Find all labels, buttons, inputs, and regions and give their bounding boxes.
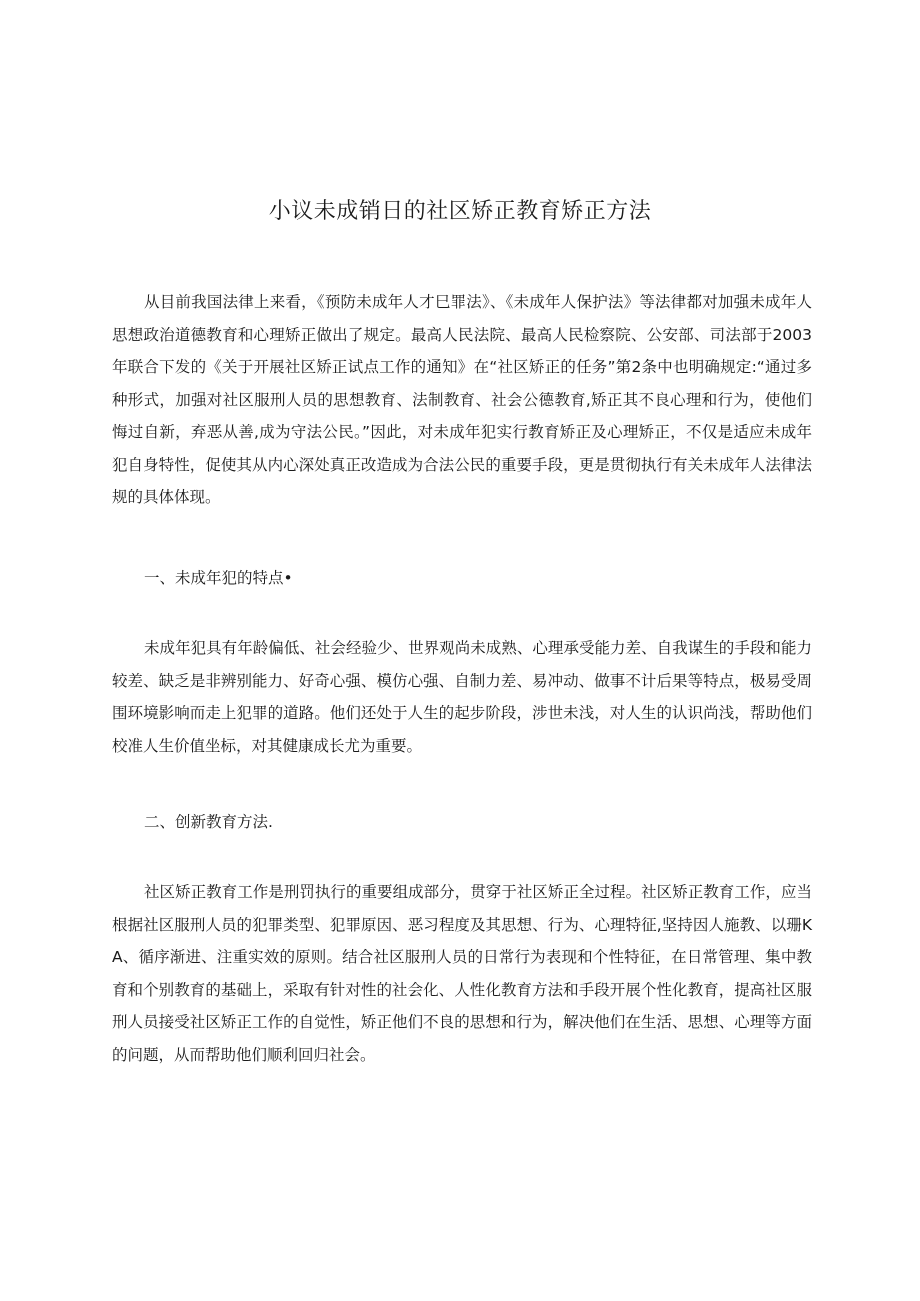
section-2-paragraph: 社区矫正教育工作是刑罚执行的重要组成部分，贯穿于社区矫正全过程。社区矫正教育工作，应当根据社区服刑人员的犯罪类型、犯罪原因、恶习程度及其思想、行为、心理特征,坚持因人施教、以珊KA、循序渐进、注重实效的原则。结合社区服刑人员的日常行为表现和个性特征，在日常管理、集中教育和个别教育的基础上，采取有针对性的社会化、人性化教育方法和手段开展个性化教育，提高社区服刑人员接受社区矫正工作的自觉性，矫正他们不良的思想和行为，解决他们在生活、思想、心理等方面的问题，从而帮助他们顺利回归社会。 bbox=[112, 883, 812, 1064]
section-1-heading: 一、未成年犯的特点• bbox=[144, 569, 293, 587]
document-title: 小议未成销日的社区矫正教育矫正方法 bbox=[268, 199, 652, 224]
section-2-heading: 二、创新教育方法. bbox=[144, 813, 273, 831]
section-1-paragraph: 未成年犯具有年龄偏低、社会经验少、世界观尚未成熟、心理承受能力差、自我谋生的手段和能力较差、缺乏是非辨别能力、好奇心强、模仿心强、自制力差、易冲动、做事不计后果等特点，极易受周围环境影响而走上犯罪的道路。他们还处于人生的起步阶段，涉世未浅，对人生的认识尚浅，帮助他们校准人生价值坐标，对其健康成长尤为重要。 bbox=[112, 639, 812, 755]
intro-paragraph: 从目前我国法律上来看，《预防未成年人才巳罪法》、《未成年人保护法》等法律都对加强未成年人思想政治道德教育和心理矫正做出了规定。最高人民法院、最高人民检察院、公安部、司法部于2003年联合下发的《关于开展社区矫正试点工作的通知》在“社区矫正的任务”第2条中也明确规定:“通过多种形式，加强对社区服刑人员的思想教育、法制教育、社会公德教育,矫正其不良心理和行为，使他们悔过自新，弃恶从善,成为守法公民。”因此，对未成年犯实行教育矫正及心理矫正，不仅是适应未成年犯自身特性，促使其从内心深处真正改造成为合法公民的重要手段，更是贯彻执行有关未成年人法律法规的具体体现。 bbox=[112, 293, 812, 506]
